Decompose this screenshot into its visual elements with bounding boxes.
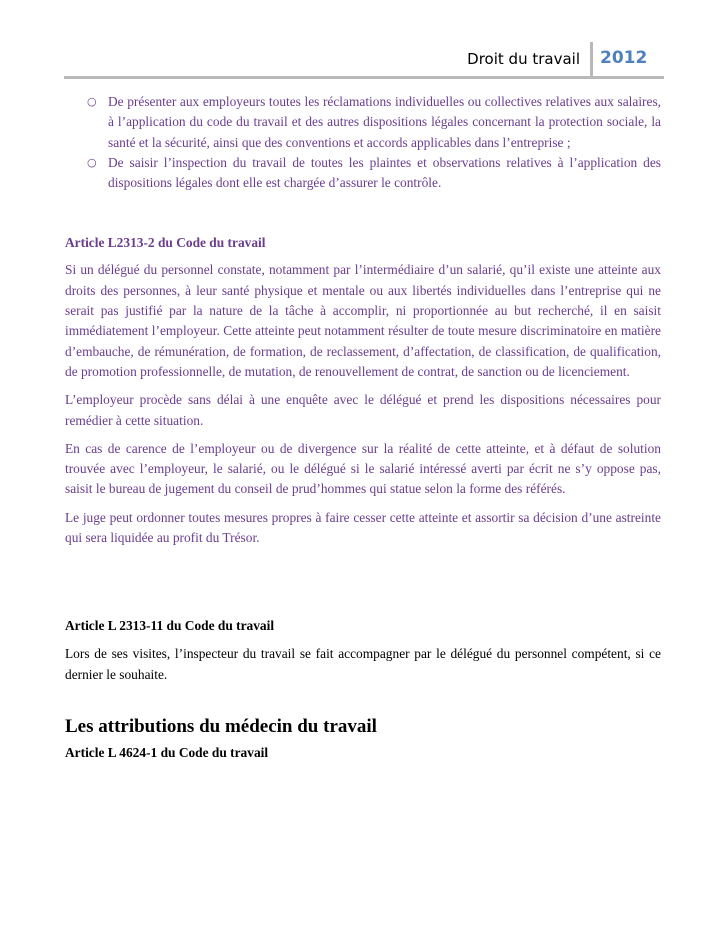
bullet-text: De présenter aux employeurs toutes les réclamations individuelles ou collectives relatives aux salaires, à l’application du code du travail et des autres dispositions légales concernant la protection sociale, la santé et la sécurité, ainsi que des conventions et accords applicables dans l’entreprise ; <box>108 94 661 150</box>
article-paragraph: L’employeur procède sans délai à une enquête avec le délégué et prend les dispositions nécessaires pour remédier à cette situation. <box>65 392 661 428</box>
page-header <box>0 40 664 80</box>
article-paragraph: Lors de ses visites, l’inspecteur du travail se fait accompagner par le délégué du personnel compétent, si ce dernier le souhaite. <box>65 646 661 682</box>
article-title: Article L 2313-11 du Code du travail <box>65 618 275 634</box>
article-paragraph: Si un délégué du personnel constate, notamment par l’intermédiaire d’un salarié, qu’il existe une atteinte aux droits des personnes, à leur santé physique et mentale ou aux libertés individuelles dans l’entreprise qui ne serait pas justifié par la nature de la tâche à accomplir, ni proportionnée au but recherché, il en saisit immédiatement l’employeur. Cette atteinte peut notamment résulter de toute mesure discriminatoire en matière d’embauche, de rémunération, de formation, de reclassement, d’affectation, de classification, de qualification, de promotion professionnelle, de mutation, de renouvellement de contrat, de sanction ou de licenciement. <box>65 262 661 379</box>
header-year: 2012 <box>600 48 648 68</box>
bullet-text: De saisir l’inspection du travail de toutes les plaintes et observations relatives à l’application des dispositions légales dont elle est chargée d’assurer le contrôle. <box>108 154 661 191</box>
header-separator <box>590 42 593 76</box>
header-rule <box>64 76 664 79</box>
header-title: Droit du travail <box>467 50 580 68</box>
bullet-list <box>65 92 661 193</box>
article-title: Article L2313-2 du Code du travail <box>65 235 266 251</box>
article-title: Article L 4624-1 du Code du travail <box>65 744 269 760</box>
article-paragraph: En cas de carence de l’employeur ou de divergence sur la réalité de cette atteinte, et à défaut de solution trouvée avec l’employeur, le salarié, ou le délégué si le salarié intéressé averti par écrit ne s’y oppose pas, saisit le bureau de jugement du conseil de prud’hommes qui statue selon la forme des référés. <box>65 440 661 497</box>
article-paragraph: Le juge peut ordonner toutes mesures propres à faire cesser cette atteinte et assortir sa décision d’une astreinte qui sera liquidée au profit du Trésor. <box>65 509 661 546</box>
circle-bullet-icon: ○ <box>87 95 97 108</box>
circle-bullet-icon: ○ <box>87 155 97 169</box>
section-heading: Les attributions du médecin du travail <box>65 715 377 737</box>
document-body <box>65 92 661 763</box>
bullet-item <box>87 153 661 194</box>
bullet-item <box>87 92 661 153</box>
